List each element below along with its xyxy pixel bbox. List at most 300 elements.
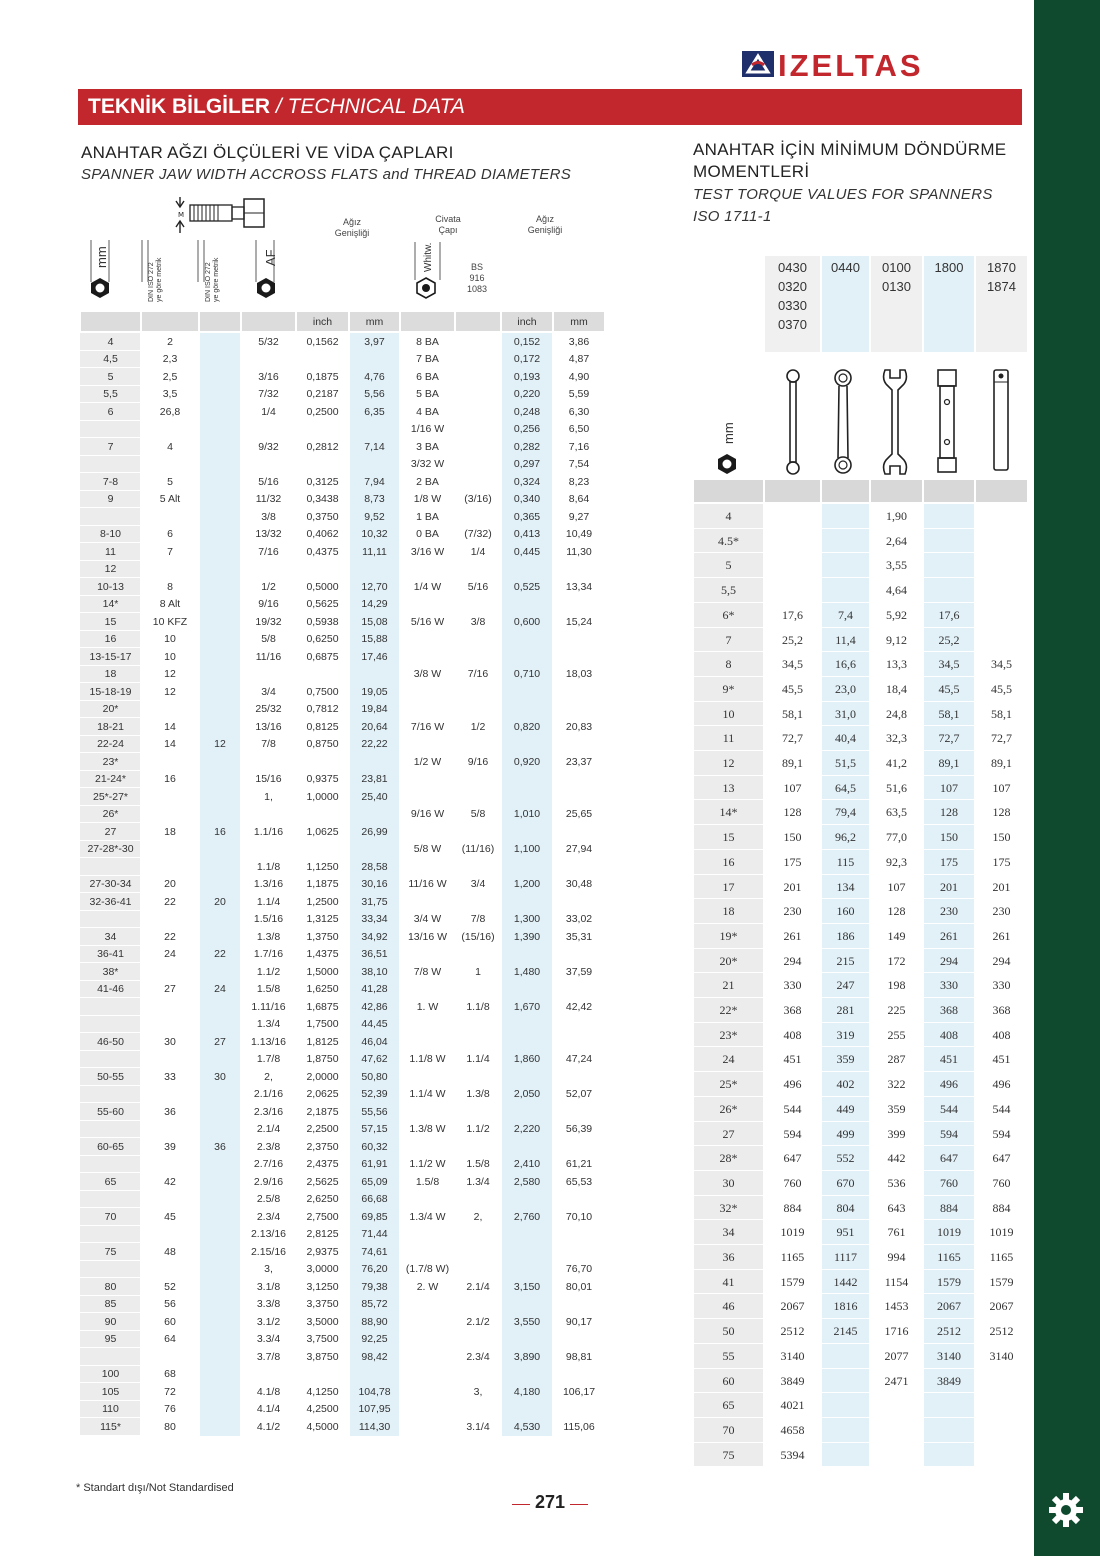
table-row xyxy=(693,1022,1028,1023)
table-cell: 128 xyxy=(940,805,958,820)
product-code: 1870 xyxy=(987,260,1016,275)
table-cell: 4.5* xyxy=(718,533,739,548)
table-cell: 38,10 xyxy=(361,965,388,978)
table-cell: 3.1/8 xyxy=(256,1280,281,1293)
table-cell: 1165 xyxy=(780,1250,805,1264)
table-cell: 35,31 xyxy=(565,930,593,943)
table-cell: 1,200 xyxy=(513,878,541,890)
table-cell: 12 xyxy=(104,563,117,575)
table-cell: 761 xyxy=(887,1225,906,1240)
table-cell: 89,1 xyxy=(991,756,1012,770)
table-cell: 17 xyxy=(722,879,735,894)
product-code: 0100 xyxy=(882,260,911,275)
table-cell: 4 xyxy=(725,509,732,523)
table-cell: 89,1 xyxy=(782,756,803,770)
table-cell: 1,7500 xyxy=(306,1018,339,1030)
table-cell: 1.1/2 W xyxy=(409,1158,446,1170)
table-cell: 14 xyxy=(164,720,176,733)
table-cell: 32* xyxy=(719,1200,738,1215)
table-cell: 0,413 xyxy=(513,528,541,540)
table-cell: 449 xyxy=(836,1101,855,1116)
table-cell: 13/32 xyxy=(255,528,282,540)
table-cell: 11,11 xyxy=(362,545,387,558)
table-cell: 10 xyxy=(722,706,735,721)
table-cell: 0,7500 xyxy=(306,685,339,698)
table-cell: 128 xyxy=(887,904,906,919)
whitworth-label: Whitw. xyxy=(423,242,434,272)
table-row xyxy=(693,552,1028,553)
table-cell: 44,45 xyxy=(361,1018,388,1030)
column-header-cell xyxy=(694,480,763,502)
table-cell: 34,5 xyxy=(991,657,1012,672)
side-stripe xyxy=(1034,0,1100,1556)
table-cell: 100 xyxy=(101,1368,120,1380)
table-cell: 281 xyxy=(836,1003,855,1017)
table-cell: 1/2 xyxy=(261,580,276,593)
table-cell: 31,0 xyxy=(835,706,856,721)
table-cell: 1,8750 xyxy=(306,1053,339,1065)
table-cell: 128 xyxy=(992,805,1011,820)
table-row xyxy=(693,923,1028,924)
table-cell: 36 xyxy=(722,1250,735,1264)
table-cell: 1,3750 xyxy=(306,930,339,943)
table-cell: 2 BA xyxy=(416,475,439,488)
table-cell: 2,4375 xyxy=(306,1158,339,1170)
din-iso-label-2: DIN ISO 272 ye göre metrik xyxy=(205,257,220,302)
table-cell: 2 xyxy=(167,335,173,348)
table-cell: 408 xyxy=(992,1027,1011,1042)
table-cell: 3.3/8 xyxy=(256,1298,281,1310)
table-cell: 0,6875 xyxy=(306,650,339,663)
table-cell: 60,32 xyxy=(361,1140,388,1153)
table-cell: 2,3750 xyxy=(306,1140,339,1153)
table-cell: 105 xyxy=(101,1385,120,1398)
table-cell: 21 xyxy=(722,978,735,993)
table-row xyxy=(80,1051,140,1069)
table-cell: 1579 xyxy=(780,1274,805,1289)
table-cell: 18,4 xyxy=(886,681,907,696)
table-cell: 0,365 xyxy=(513,510,541,523)
table-cell: 25,40 xyxy=(361,790,388,803)
table-cell: 1/4 xyxy=(261,405,276,418)
table-cell: 5/32 xyxy=(258,335,279,348)
table-cell: 22,22 xyxy=(361,738,388,750)
table-row xyxy=(693,1442,1028,1443)
table-cell: 5,5 xyxy=(721,583,736,598)
table-cell: 2.1/4 xyxy=(256,1123,281,1135)
table-cell: 27,94 xyxy=(565,843,593,855)
table-cell: 7,16 xyxy=(568,440,590,453)
table-cell: 3.7/8 xyxy=(256,1350,281,1363)
table-cell: 1,670 xyxy=(513,1000,541,1013)
table-row xyxy=(80,858,140,876)
table-row xyxy=(693,874,1028,875)
table-row xyxy=(693,849,1028,850)
table-cell: (15/16) xyxy=(461,930,495,943)
table-cell: 4,76 xyxy=(364,370,385,383)
table-cell: 4658 xyxy=(780,1422,805,1437)
table-cell: 201 xyxy=(783,879,802,894)
table-cell: 21-24* xyxy=(95,773,126,785)
table-cell: 0,820 xyxy=(513,720,541,733)
table-row xyxy=(693,651,1028,652)
table-cell: 72,7 xyxy=(938,731,960,746)
table-row xyxy=(693,1170,1028,1171)
table-cell: 0,7812 xyxy=(306,703,339,715)
table-cell: 4.1/4 xyxy=(256,1403,281,1415)
table-cell: 4.1/8 xyxy=(256,1385,281,1398)
table-cell: 1.5/16 xyxy=(253,913,284,925)
table-cell: 1.5/8 xyxy=(415,1175,440,1188)
table-row xyxy=(693,1244,1028,1245)
table-cell: 3,86 xyxy=(568,335,590,348)
table-cell: 9,52 xyxy=(364,510,385,523)
table-cell: 3,150 xyxy=(513,1280,541,1293)
table-cell: 28* xyxy=(719,1151,738,1166)
table-cell: 2,9375 xyxy=(306,1245,339,1258)
table-cell: 76,70 xyxy=(565,1263,593,1275)
product-code: 1800 xyxy=(934,260,964,275)
table-cell: 15-18-19 xyxy=(89,685,132,698)
table-cell: 7,14 xyxy=(364,440,385,453)
table-cell: 75 xyxy=(722,1447,735,1462)
table-cell: 65,53 xyxy=(565,1175,593,1188)
table-cell: 107 xyxy=(940,780,958,795)
table-cell: 215 xyxy=(836,953,855,968)
table-cell: 28,58 xyxy=(361,860,388,873)
table-cell: 1,0000 xyxy=(306,790,339,803)
table-cell: 24 xyxy=(214,983,226,995)
table-cell: 544 xyxy=(940,1101,958,1116)
table-cell: 496 xyxy=(940,1077,958,1092)
table-row xyxy=(693,948,1028,949)
table-cell: 2067 xyxy=(780,1299,805,1314)
table-cell: 1.7/8 xyxy=(256,1053,281,1065)
table-cell: 2.1/4 xyxy=(466,1280,490,1293)
table-cell: 15,88 xyxy=(361,633,388,645)
table-cell: 3/8 xyxy=(470,615,486,628)
table-cell: 1154 xyxy=(884,1274,909,1289)
af-vertical-label: AF xyxy=(263,249,278,266)
table-cell: 0,5938 xyxy=(306,615,339,628)
table-cell: 3 BA xyxy=(416,440,439,453)
table-cell: 107,95 xyxy=(358,1403,391,1415)
izeltas-logo xyxy=(742,48,1012,80)
table-cell: 2,760 xyxy=(513,1210,541,1223)
table-cell: 1/2 xyxy=(470,720,486,733)
table-cell: 7/8 xyxy=(470,913,486,925)
product-code: 0130 xyxy=(882,279,911,294)
gear-icon xyxy=(1046,1490,1086,1530)
table-cell: 27 xyxy=(722,1126,735,1141)
table-cell: 1019 xyxy=(989,1225,1014,1240)
table-cell: 10 xyxy=(164,633,176,645)
table-cell: 9,27 xyxy=(568,510,590,523)
table-cell: 11/16 W xyxy=(408,878,447,890)
table-cell: 42 xyxy=(164,1175,176,1188)
table-cell: 760 xyxy=(992,1175,1011,1190)
table-cell: 7 xyxy=(107,440,114,453)
table-cell: 2,3 xyxy=(162,353,178,365)
column-header-cell xyxy=(242,312,295,331)
table-cell: 13/16 xyxy=(255,720,282,733)
table-cell: 5 BA xyxy=(416,388,439,400)
table-cell: 149 xyxy=(887,928,906,943)
table-cell: 0,324 xyxy=(513,475,541,488)
table-cell: 15 xyxy=(104,615,117,628)
table-cell: 150 xyxy=(940,830,958,845)
table-cell: 46-50 xyxy=(97,1035,124,1048)
table-row xyxy=(693,602,1028,603)
table-cell: 52 xyxy=(164,1280,176,1293)
table-row xyxy=(693,701,1028,702)
table-cell: 33,34 xyxy=(361,913,388,925)
table-cell: 994 xyxy=(887,1250,906,1264)
column-header-cell xyxy=(924,480,974,502)
table-cell: 2512 xyxy=(989,1324,1014,1339)
table-cell: 1165 xyxy=(937,1250,961,1264)
table-cell: 16 xyxy=(722,854,735,869)
table-cell: 9/32 xyxy=(258,440,279,453)
table-cell: 1/4 W xyxy=(413,580,442,593)
table-cell: 70,10 xyxy=(565,1210,593,1223)
table-cell: 0,256 xyxy=(513,423,541,435)
table-cell: 201 xyxy=(992,879,1011,894)
table-cell: 0,710 xyxy=(513,668,541,680)
table-cell: 368 xyxy=(992,1003,1011,1017)
table-cell: 150 xyxy=(992,830,1011,845)
table-cell: 1,010 xyxy=(513,808,541,820)
table-row xyxy=(693,528,1028,529)
table-cell: 5 xyxy=(107,370,114,383)
table-cell: 8,73 xyxy=(364,493,385,505)
banner-subtitle: / TECHNICAL DATA xyxy=(275,95,465,118)
table-row xyxy=(693,1046,1028,1047)
table-cell: 402 xyxy=(836,1077,855,1092)
table-cell: 79,38 xyxy=(361,1280,388,1293)
table-cell: 1,300 xyxy=(513,913,541,925)
table-cell: 4 xyxy=(167,440,173,453)
table-cell: 0,9375 xyxy=(306,773,339,785)
table-cell: 134 xyxy=(836,879,855,894)
table-cell: 7 BA xyxy=(416,353,439,365)
table-row xyxy=(80,1156,140,1174)
table-cell: 884 xyxy=(940,1200,958,1215)
table-cell: 2,580 xyxy=(513,1175,541,1188)
table-cell: 3/4 xyxy=(261,685,276,698)
right-title-line-1: ANAHTAR İÇİN MİNİMUM DÖNDÜRME xyxy=(693,140,1007,159)
table-row xyxy=(80,998,140,1016)
table-row xyxy=(693,824,1028,825)
table-cell: 2.7/16 xyxy=(253,1158,284,1170)
table-cell: 56 xyxy=(164,1298,176,1310)
table-cell: 19,05 xyxy=(361,685,388,698)
table-cell: 7/16 W xyxy=(410,720,445,733)
table-cell: 330 xyxy=(940,978,958,993)
table-cell: 0,220 xyxy=(513,388,541,400)
table-cell: 2,6250 xyxy=(306,1193,339,1205)
table-cell: 9 xyxy=(107,493,114,505)
jaw-width-label-2: Ağız Genişliği xyxy=(527,214,563,235)
table-row xyxy=(693,725,1028,726)
table-row xyxy=(693,799,1028,800)
table-cell: 0,340 xyxy=(513,493,541,505)
table-cell: 5,92 xyxy=(886,607,907,622)
table-row xyxy=(693,1219,1028,1220)
table-cell: 150 xyxy=(783,830,802,845)
table-cell: 2.3/4 xyxy=(466,1350,490,1363)
table-cell: 14 xyxy=(164,738,176,750)
table-cell: 4,64 xyxy=(886,583,907,598)
double-box-spanner-icon xyxy=(781,368,805,476)
table-cell: 107 xyxy=(783,780,802,795)
table-cell: 34,92 xyxy=(361,930,388,943)
table-cell: 115* xyxy=(100,1420,121,1433)
table-cell: 23,81 xyxy=(361,773,388,785)
table-cell: 3,0000 xyxy=(306,1263,339,1275)
table-cell: 89,1 xyxy=(938,756,960,770)
table-cell: 9/16 W xyxy=(410,808,445,820)
table-cell: 172 xyxy=(887,953,906,968)
table-cell: 9/16 xyxy=(467,755,489,768)
table-cell: 2.3/16 xyxy=(253,1105,284,1118)
table-cell: 175 xyxy=(992,854,1011,869)
table-cell: 330 xyxy=(992,978,1011,993)
table-cell: 20,83 xyxy=(565,720,593,733)
table-cell: 594 xyxy=(940,1126,958,1141)
table-cell: 52,39 xyxy=(361,1088,388,1100)
table-cell: 15/16 xyxy=(255,773,282,785)
table-cell: 58,1 xyxy=(991,706,1012,721)
table-cell: 2,5 xyxy=(162,370,178,383)
product-code: 0330 xyxy=(778,298,807,313)
table-cell: (7/32) xyxy=(464,528,492,540)
table-cell: 261 xyxy=(940,928,958,943)
hex-nut-icon xyxy=(715,452,739,476)
footnote: * Standart dışı/Not Standardised xyxy=(76,1482,234,1494)
table-cell: 0,152 xyxy=(513,335,541,348)
table-cell: 1.1/8 xyxy=(256,860,281,873)
table-cell: 7 xyxy=(725,632,732,647)
table-cell: 20* xyxy=(102,703,119,715)
table-cell: 1165 xyxy=(989,1250,1014,1264)
table-cell: 0,8750 xyxy=(306,738,339,750)
table-cell: 1,1875 xyxy=(306,878,339,890)
table-cell: 26* xyxy=(102,808,119,820)
table-cell: 42,86 xyxy=(361,1000,388,1013)
table-cell: 4,87 xyxy=(568,353,590,365)
table-cell: 56,39 xyxy=(565,1123,593,1135)
table-cell: 0,5000 xyxy=(306,580,339,593)
table-cell: 77,0 xyxy=(886,830,907,845)
table-cell: 0,525 xyxy=(513,580,541,593)
table-cell: 1,5000 xyxy=(306,965,339,978)
table-cell: 4 BA xyxy=(416,405,439,418)
table-cell: 643 xyxy=(887,1200,906,1215)
table-cell: 496 xyxy=(783,1077,802,1092)
table-cell: 3/4 xyxy=(470,878,486,890)
table-cell: 30 xyxy=(164,1035,176,1048)
table-cell: 23,0 xyxy=(835,681,856,696)
hex-nut-icon xyxy=(88,276,112,300)
table-row xyxy=(80,1121,140,1139)
table-cell: 0,2187 xyxy=(306,388,339,400)
table-cell: 0,2500 xyxy=(306,405,339,418)
column-unit-header: mm xyxy=(365,316,384,328)
table-row xyxy=(693,1392,1028,1393)
table-cell: 359 xyxy=(887,1101,906,1116)
table-cell: 36,51 xyxy=(361,948,388,960)
table-cell: 5/8 xyxy=(261,633,276,645)
table-cell: 26* xyxy=(719,1101,738,1116)
table-cell: 32,3 xyxy=(886,731,907,746)
table-cell: 24,8 xyxy=(886,706,907,721)
table-row xyxy=(693,1417,1028,1418)
table-cell: 34,5 xyxy=(782,657,803,672)
table-cell: 25,2 xyxy=(938,632,960,647)
table-cell: 26,8 xyxy=(159,405,181,418)
table-row xyxy=(693,1121,1028,1122)
table-cell: 55-60 xyxy=(97,1105,124,1118)
table-cell: 48 xyxy=(164,1245,176,1258)
table-row xyxy=(693,997,1028,998)
table-cell: 65 xyxy=(104,1175,117,1188)
product-code: 0440 xyxy=(831,260,860,275)
table-cell: 760 xyxy=(783,1175,802,1190)
table-cell: 0,4062 xyxy=(306,528,339,540)
table-cell: 1019 xyxy=(780,1225,805,1240)
table-cell: 13,34 xyxy=(565,580,593,593)
table-cell: 3, xyxy=(473,1385,483,1398)
table-cell: 1442 xyxy=(833,1274,858,1289)
table-cell: 19,84 xyxy=(361,703,388,715)
table-cell: 1117 xyxy=(833,1250,858,1264)
table-cell: 1,1250 xyxy=(306,860,339,873)
table-cell: 110 xyxy=(102,1403,119,1415)
table-cell: 594 xyxy=(992,1126,1011,1141)
jaw-width-label-1: Ağız Genişliği xyxy=(334,217,370,238)
table-cell: 552 xyxy=(836,1151,855,1166)
table-cell: 175 xyxy=(783,854,802,869)
table-cell: 19/32 xyxy=(255,615,282,628)
table-cell: 3/16 W xyxy=(410,545,445,558)
table-cell: 1.3/8 xyxy=(256,930,281,943)
table-cell: 5 xyxy=(167,475,173,488)
table-cell: 2,2500 xyxy=(306,1123,339,1135)
table-row xyxy=(80,1016,140,1034)
column-background xyxy=(200,333,240,1436)
table-cell: 17,6 xyxy=(938,607,960,622)
table-cell: 36 xyxy=(164,1105,176,1118)
table-cell: 23* xyxy=(719,1027,738,1042)
table-cell: 0,1875 xyxy=(306,370,339,383)
table-cell: 1.3/8 xyxy=(466,1088,490,1100)
table-cell: 57,15 xyxy=(361,1123,388,1135)
table-cell: 0,2812 xyxy=(306,440,339,453)
table-cell: 27 xyxy=(104,825,117,838)
table-row xyxy=(80,1086,140,1104)
table-row xyxy=(80,911,140,929)
table-cell: 25*-27* xyxy=(92,790,129,803)
table-cell: 647 xyxy=(783,1151,802,1166)
table-cell: 23,37 xyxy=(565,755,593,768)
table-cell: 4,530 xyxy=(513,1420,541,1433)
table-cell: 33,02 xyxy=(565,913,593,925)
column-unit-header: inch xyxy=(517,316,537,328)
table-cell: 22 xyxy=(164,895,176,908)
table-cell: 47,24 xyxy=(565,1053,593,1065)
table-cell: 2.3/8 xyxy=(256,1140,281,1153)
